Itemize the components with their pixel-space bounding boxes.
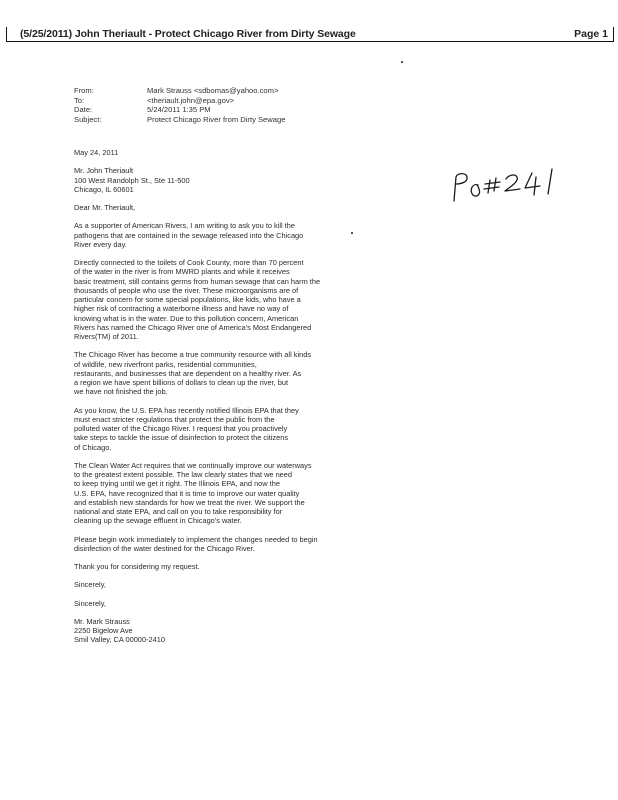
paragraph-line: national and state EPA, and call on you to take responsibility for: [74, 507, 283, 516]
paragraph-line: The Chicago River has become a true community resource with all kinds: [74, 350, 312, 360]
paragraph-line: U.S. EPA, have recognized that it is time to improve our water quality: [74, 488, 300, 498]
paragraph-line: Rivers(TM) of 2011.: [74, 332, 139, 341]
paragraph-line: knowing what is in the water. Due to this pollution concern, American: [74, 313, 299, 323]
paragraph-5: [74, 461, 374, 526]
recipient-name: Mr. John Theriault: [74, 166, 134, 176]
subject-value: Protect Chicago River from Dirty Sewage: [147, 114, 286, 124]
header-right-mark: [613, 27, 614, 41]
paragraph-line: River every day.: [74, 239, 127, 249]
email-metadata: [74, 86, 285, 124]
recipient-city: Chicago, IL 60601: [74, 184, 134, 194]
header-rule: [6, 41, 614, 42]
sender-street: 2250 Bigelow Ave: [74, 626, 133, 635]
from-value: Mark Strauss <sdbomas@yahoo.com>: [147, 86, 279, 95]
from-label: From:: [74, 86, 94, 95]
paragraph-line: polluted water of the Chicago River. I request that you proactively: [74, 424, 288, 433]
paragraph-line: cleaning up the sewage effluent in Chicago's water.: [74, 516, 242, 526]
paragraph-line: thousands of people who use the river. These microorganisms are of: [74, 285, 299, 295]
paragraph-line: higher risk of contracting a waterborne illness and have no way of: [74, 304, 289, 314]
closing-line: Sincerely,: [74, 598, 106, 608]
paragraph-line: Please begin work immediately to implement the changes needed to begin: [74, 534, 318, 544]
paragraph-line: particular concern for some special populations, like kids, who have a: [74, 295, 301, 304]
paragraph-line: a region we have spent billions of dollars to clean up the river, but: [74, 378, 289, 387]
recipient-street: 100 West Randolph St., Ste 11-500: [74, 175, 190, 185]
to-value: <theriault.john@epa.gov>: [147, 95, 235, 105]
sender-name: Mr. Mark Strauss: [74, 616, 130, 626]
scan-speck: [401, 61, 403, 63]
paragraph-line: pathogens that are contained in the sewage released into the Chicago: [74, 230, 304, 240]
paragraph-6: [74, 535, 374, 554]
date-label: Date:: [74, 105, 93, 115]
handwritten-annotation: [448, 163, 573, 205]
closing-line: Sincerely,: [74, 580, 106, 590]
paragraph-3: [74, 350, 374, 396]
from-row: [74, 86, 285, 96]
date-row: [74, 105, 285, 115]
paragraph-line: Directly connected to the toilets of Cook County, more than 70 percent: [74, 258, 304, 267]
paragraph-line: to the greatest extent possible. The law clearly states that we need: [74, 470, 293, 479]
header-page-number: Page 1: [574, 28, 608, 40]
paragraph-line: disinfection of the water destined for the Chicago River.: [74, 543, 255, 553]
paragraph-2: [74, 258, 374, 341]
paragraph-line: of Chicago.: [74, 442, 112, 452]
header-title: (5/25/2011) John Theriault - Protect Chicago River from Dirty Sewage: [20, 28, 356, 40]
paragraph-line: of wildlife, new riverfront parks, residential communities,: [74, 359, 257, 369]
paragraph-1: [74, 221, 374, 249]
sender-city: Smil Valley, CA 00000-2410: [74, 635, 165, 645]
salutation: Dear Mr. Theriault,: [74, 203, 136, 212]
paragraph-line: basic treatment, still contains germs from human sewage that can harm the: [74, 276, 321, 286]
header-left-mark: [6, 27, 7, 41]
paragraph-line: to keep trying until we get it right. The Illinois EPA, and now the: [74, 479, 280, 489]
date-value: 5/24/2011 1:35 PM: [147, 105, 211, 115]
to-label: To:: [74, 95, 85, 105]
document-header: [6, 27, 614, 43]
paragraph-line: As a supporter of American Rivers, I am writing to ask you to kill the: [74, 221, 295, 231]
paragraph-line: Rivers has named the Chicago River one of America's Most Endangered: [74, 322, 312, 332]
paragraph-line: The Clean Water Act requires that we continually improve our waterways: [74, 460, 312, 470]
subject-row: [74, 115, 285, 125]
subject-label: Subject:: [74, 114, 102, 124]
paragraph-line: of the water in the river is from MWRD plants and while it receives: [74, 267, 290, 277]
paragraph-line: As you know, the U.S. EPA has recently notified Illinois EPA that they: [74, 405, 299, 415]
paragraph-line: and establish new standards for how we treat the river. We support the: [74, 497, 305, 507]
paragraph-line: we have not finished the job.: [74, 387, 168, 397]
to-row: [74, 96, 285, 106]
thanks-line: Thank you for considering my request.: [74, 562, 200, 571]
paragraph-4: [74, 406, 374, 452]
paragraph-line: must enact stricter regulations that protect the public from the: [74, 414, 275, 424]
paragraph-line: restaurants, and businesses that are dependent on a healthy river. As: [74, 368, 302, 378]
paragraph-line: take steps to tackle the issue of disinfection to protect the citizens: [74, 433, 289, 443]
letter-date: May 24, 2011: [74, 148, 119, 157]
letter-body: [74, 148, 374, 645]
